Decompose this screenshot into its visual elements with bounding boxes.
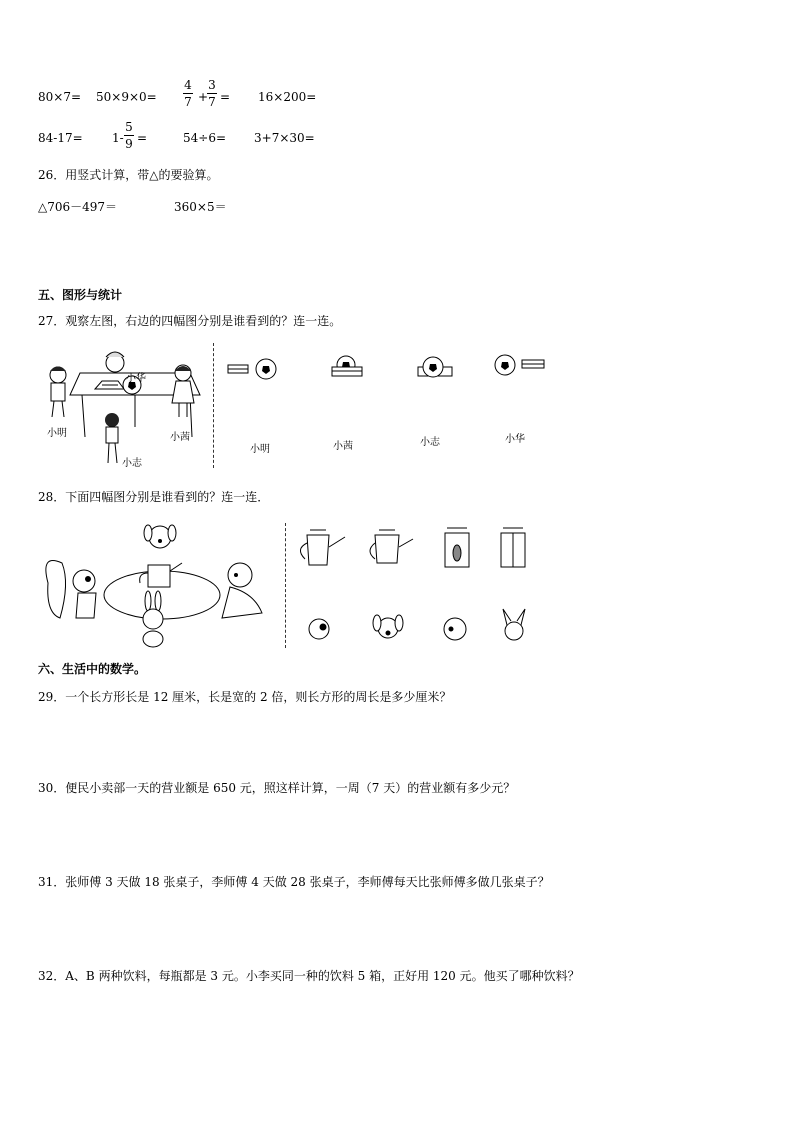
q32-text: 32．A、B 两种饮料，每瓶都是 3 元。小李买同一种的饮料 5 箱，正好用 120 元。他买了哪种饮料？	[38, 969, 580, 983]
q27-views	[228, 355, 548, 385]
section5-title: 五、图形与统计	[38, 288, 123, 302]
q27-text: 27．观察左图，右边的四幅图分别是谁看到的？连一连。	[38, 314, 342, 328]
q28-scene-illustration	[40, 523, 272, 648]
scene-label-xiaozhi: 小志	[122, 458, 142, 469]
view-label-1: 小明	[250, 444, 270, 455]
scene-label-xiaoming: 小明	[47, 428, 67, 439]
plus-sign: +	[198, 90, 209, 104]
fraction-4-7: 4 7	[184, 78, 192, 109]
q30-text: 30．便民小卖部一天的营业额是 650 元，照这样计算，一周（7 天）的营业额有多少元？	[38, 781, 516, 795]
q28-divider	[285, 523, 286, 648]
arith-r1-item2: 50×9×0=	[96, 90, 157, 104]
arith-r2-item4: 3+7×30=	[254, 131, 315, 145]
arith-r1-item1: 80×7=	[38, 90, 82, 104]
q31-text: 31．张师傅 3 天做 18 张桌子，李师傅 4 天做 28 张桌子，李师傅每天比张师傅多做几张桌子？	[38, 875, 550, 889]
q28-views	[295, 525, 535, 645]
section6-title: 六、生活中的数学。	[38, 662, 147, 676]
q26-b: 360×5＝	[174, 200, 227, 214]
arith-r2-one-minus: 1-	[112, 131, 124, 145]
view-label-3: 小志	[420, 437, 440, 448]
q27-divider	[213, 343, 214, 468]
q26-a: △706－497＝	[38, 200, 118, 214]
equals-sign-2: =	[137, 131, 148, 145]
q28-text: 28．下面四幅图分别是谁看到的？连一连．	[38, 490, 270, 504]
q27-scene-illustration	[40, 345, 215, 470]
q26-text: 26．用竖式计算，带△的要验算。	[38, 168, 219, 182]
equals-sign: =	[220, 90, 231, 104]
view-label-2: 小茜	[333, 441, 353, 452]
scene-label-xiaohua: 小华	[126, 373, 146, 384]
view-label-4: 小华	[505, 434, 525, 445]
arith-r1-item4: 16×200=	[258, 90, 317, 104]
fraction-3-7: 3 7	[208, 78, 216, 109]
fraction-5-9: 5 9	[125, 120, 133, 151]
q29-text: 29．一个长方形长是 12 厘米，长是宽的 2 倍，则长方形的周长是多少厘米？	[38, 690, 452, 704]
arith-r2-item1: 84-17=	[38, 131, 83, 145]
arith-r2-item3: 54÷6=	[183, 131, 227, 145]
scene-label-xiaoqian: 小茜	[170, 432, 190, 443]
